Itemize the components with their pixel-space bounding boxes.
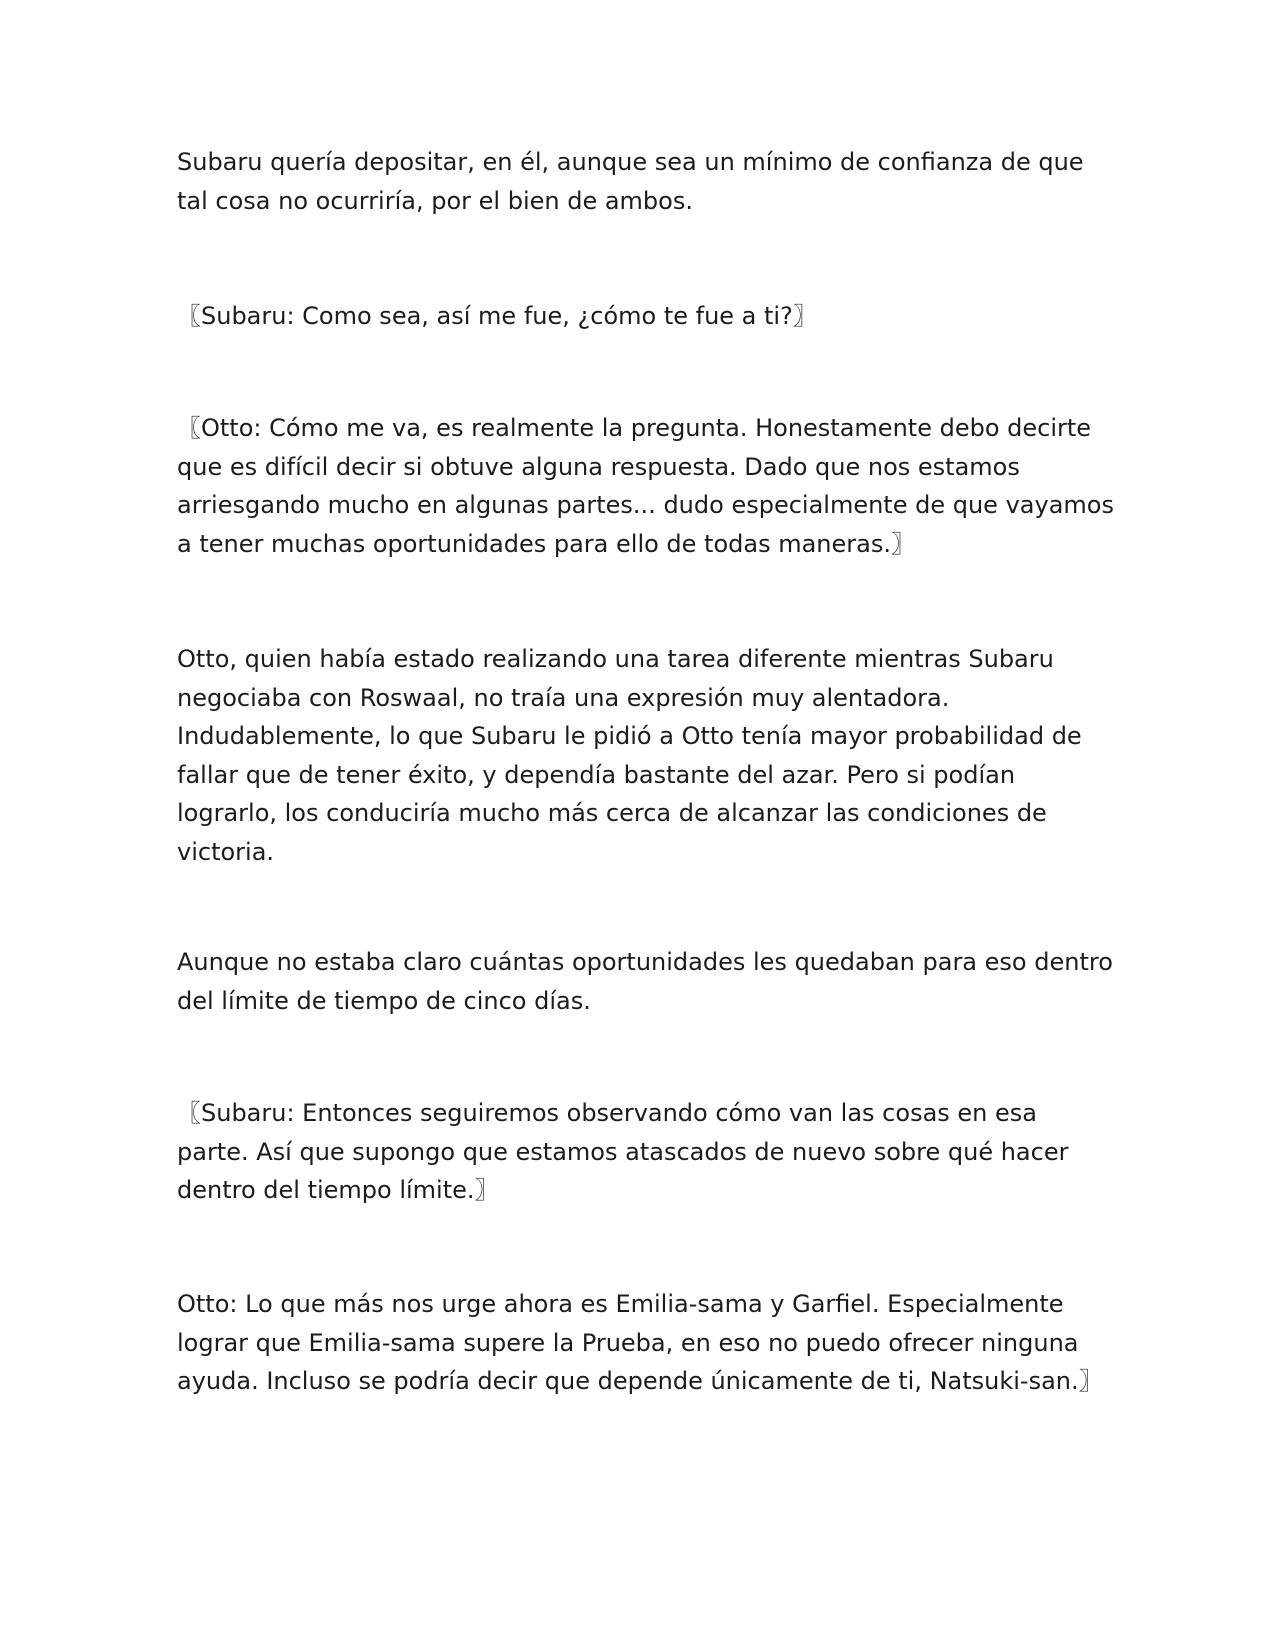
text-line: Aunque no estaba claro cuántas oportunidades les quedaban para eso dentro <box>177 948 1113 976</box>
text-line: negociaba con Roswaal, no traía una expresión muy alentadora. <box>177 683 950 712</box>
text-line: parte. Así que supongo que estamos atascados de nuevo sobre qué hacer <box>177 1137 1069 1166</box>
text-line: que es difícil decir si obtuve alguna respuesta. Dado que nos estamos <box>177 452 1020 481</box>
text-line: tal cosa no ocurriría, por el bien de ambos. <box>177 186 693 215</box>
paragraph-dialogue-subaru-question <box>177 297 1117 336</box>
text-line: Indudablemente, lo que Subaru le pidió a Otto tenía mayor probabilidad de <box>177 722 1082 750</box>
paragraph-dialogue-otto-emilia <box>177 1285 1117 1401</box>
text-line: 〖Subaru: Entonces seguiremos observando cómo van las cosas en esa <box>177 1099 1037 1127</box>
text-line: fallar que de tener éxito, y dependía bastante del azar. Pero si podían <box>177 760 1016 789</box>
text-line: victoria. <box>177 837 275 866</box>
text-line: 〖Otto: Cómo me va, es realmente la pregunta. Honestamente debo decirte <box>177 414 1092 442</box>
text-line: arriesgando mucho en algunas partes... dudo especialmente de que vayamos <box>177 491 1114 519</box>
text-line: Otto: Lo que más nos urge ahora es Emilia-sama y Garfiel. Especialmente <box>177 1290 1064 1318</box>
text-line: lograrlo, los conduciría mucho más cerca de alcanzar las condiciones de <box>177 799 1047 827</box>
text-line: Otto, quien había estado realizando una tarea diferente mientras Subaru <box>177 645 1054 673</box>
text-line: a tener muchas oportunidades para ello de todas maneras.〗 <box>177 529 915 558</box>
paragraph-narration-otto-task <box>177 640 1117 871</box>
text-line: lograr que Emilia-sama supere la Prueba, en eso no puedo ofrecer ninguna <box>177 1328 1079 1357</box>
paragraph-narration-trust <box>177 143 1117 220</box>
text-line: 〖Subaru: Como sea, así me fue, ¿cómo te fue a ti?〗 <box>177 302 817 330</box>
text-line: Subaru quería depositar, en él, aunque sea un mínimo de confianza de que <box>177 148 1084 176</box>
text-line: del límite de tiempo de cinco días. <box>177 986 591 1015</box>
paragraph-dialogue-subaru-stuck <box>177 1094 1117 1210</box>
paragraph-narration-time-limit <box>177 943 1117 1020</box>
text-line: ayuda. Incluso se podría decir que depende únicamente de ti, Natsuki-san.〗 <box>177 1367 1103 1395</box>
paragraph-dialogue-otto-answer <box>177 409 1117 563</box>
text-line: dentro del tiempo límite.〗 <box>177 1176 499 1204</box>
